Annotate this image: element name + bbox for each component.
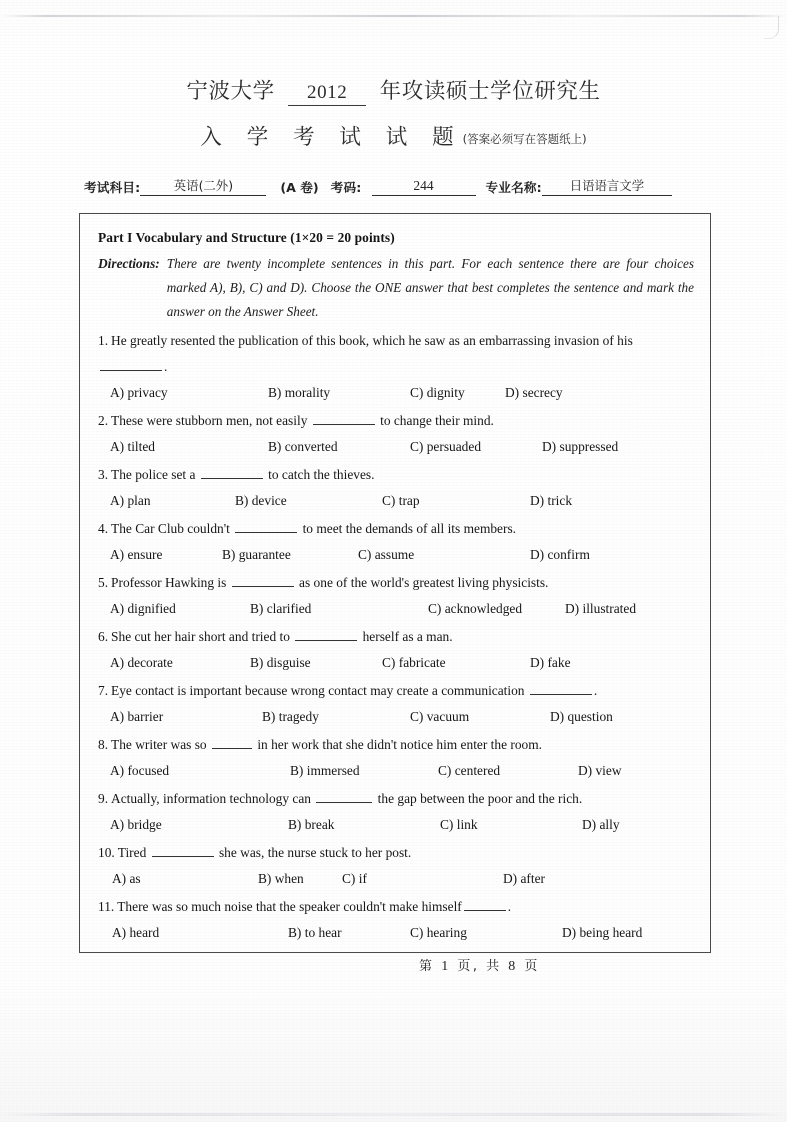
question-options [96,758,694,784]
answer-blank [152,844,214,857]
question-block [96,570,694,622]
question-options [96,434,694,460]
option-choice[interactable]: A) focused [110,763,170,778]
option-choice[interactable]: B) break [288,817,335,832]
subject-value: 英语(二外) [140,176,266,196]
answer-blank [232,574,294,587]
question-number: 1. [98,333,109,348]
major-value: 日语语言文学 [542,176,672,196]
answer-blank [464,898,506,911]
code-label: 考码: [330,180,362,195]
option-choice[interactable]: D) trick [530,493,573,508]
option-choice[interactable]: B) guarantee [222,547,291,562]
exam-title-line [0,120,787,151]
question-stem: 10. Tired she was, the nurse stuck to her post. [98,845,412,860]
option-choice[interactable]: B) when [258,871,304,886]
page-number-indicator [419,955,540,975]
question-number: 6. [98,629,109,644]
answer-blank [295,628,357,641]
page-footer [0,955,787,975]
question-stem: 4. The Car Club couldn't to meet the demands of all its members. [98,521,517,536]
question-block [96,408,694,460]
page-title: 入 学 考 试 试 题 [200,125,463,150]
option-choice[interactable]: D) ally [582,817,620,832]
question-options [96,488,694,514]
question-options [96,380,694,406]
question-number: 2. [98,413,109,428]
option-choice[interactable]: A) ensure [110,547,163,562]
option-choice[interactable]: D) question [550,709,613,724]
option-choice[interactable]: D) view [578,763,622,778]
option-choice[interactable]: C) hearing [410,925,467,940]
option-choice[interactable]: B) tragedy [262,709,319,724]
option-choice[interactable]: A) plan [110,493,151,508]
question-options [96,920,694,946]
option-choice[interactable]: A) decorate [110,655,173,670]
option-choice[interactable]: B) disguise [250,655,311,670]
option-choice[interactable]: A) bridge [110,817,162,832]
exam-year-value: 2012 [288,82,366,106]
question-block [96,786,694,838]
question-block [96,840,694,892]
question-options [96,812,694,838]
option-choice[interactable]: A) barrier [110,709,164,724]
option-choice[interactable]: D) suppressed [542,439,619,454]
option-choice[interactable]: D) being heard [562,925,643,940]
question-stem: 5. Professor Hawking is as one of the world's greatest living physicists. [98,575,549,590]
question-number: 5. [98,575,109,590]
option-choice[interactable]: D) after [503,871,546,886]
option-choice[interactable]: C) fabricate [382,655,446,670]
option-choice[interactable]: A) tilted [110,439,155,454]
option-choice[interactable]: A) privacy [110,385,168,400]
document-header [0,0,787,151]
paper-edge-bottom [0,1113,787,1116]
question-stem: 3. The police set a to catch the thieves. [98,467,375,482]
option-choice[interactable]: B) immersed [290,763,360,778]
option-choice[interactable]: C) centered [438,763,501,778]
question-stem: 11. There was so much noise that the speaker couldn't make himself . [98,899,512,914]
question-options [96,650,694,676]
question-block [96,732,694,784]
major-label: 专业名称: [485,180,542,195]
question-options [96,704,694,730]
option-choice[interactable]: C) if [342,871,367,886]
option-choice[interactable]: C) trap [382,493,420,508]
question-list [96,328,694,946]
answer-sheet-note: (答案必须写在答题纸上) [462,132,587,146]
question-stem: 1. He greatly resented the publication of this book, which he saw as an embarrassing invasion of his . [98,333,633,374]
question-number: 7. [98,683,109,698]
code-value: 244 [372,178,476,196]
option-choice[interactable]: B) device [235,493,287,508]
directions-block [98,252,694,324]
option-choice[interactable]: D) illustrated [565,601,637,616]
subject-label: 考试科目: [84,180,141,195]
question-stem: 6. She cut her hair short and tried to herself as a man. [98,629,453,644]
option-choice[interactable]: D) secrecy [505,385,563,400]
option-choice[interactable]: A) as [112,871,141,886]
option-choice[interactable]: C) dignity [410,385,465,400]
option-choice[interactable]: D) fake [530,655,571,670]
answer-blank [235,520,297,533]
footer-middle: 页, [457,959,480,974]
option-choice[interactable]: A) dignified [110,601,176,616]
question-block [96,678,694,730]
question-options [96,596,694,622]
answer-blank [530,682,592,695]
option-choice[interactable]: B) morality [268,385,331,400]
question-options [96,866,694,892]
footer-prefix: 第 [419,959,435,974]
question-stem: 7. Eye contact is important because wrong contact may create a communication . [98,683,598,698]
option-choice[interactable]: B) to hear [288,925,342,940]
heading-suffix: 年攻读硕士学位研究生 [379,79,601,104]
question-stem: 9. Actually, information technology can the gap between the poor and the rich. [98,791,583,806]
answer-blank [201,466,263,479]
question-block [96,462,694,514]
university-name: 宁波大学 [186,79,275,104]
footer-total-prefix: 共 [486,959,502,974]
option-choice[interactable]: C) vacuum [410,709,470,724]
question-number: 8. [98,737,109,752]
footer-total-pages: 8 [508,959,518,974]
option-choice[interactable]: C) acknowledged [428,601,523,616]
footer-current-page: 1 [441,959,451,974]
question-block [96,624,694,676]
question-number: 4. [98,521,109,536]
question-block [96,516,694,568]
answer-blank [212,736,252,749]
option-choice[interactable]: C) assume [358,547,415,562]
question-block [96,328,694,406]
option-choice[interactable]: C) link [440,817,478,832]
option-choice[interactable]: B) clarified [250,601,312,616]
question-options [96,542,694,568]
option-choice[interactable]: D) confirm [530,547,590,562]
option-choice[interactable]: A) heard [112,925,160,940]
part-title: Part I Vocabulary and Structure (1×20 = 20 points) [98,230,395,245]
question-stem: 2. These were stubborn men, not easily to change their mind. [98,413,494,428]
question-stem: 8. The writer was so in her work that she didn't notice him enter the room. [98,737,542,752]
directions-text: There are twenty incomplete sentences in this part. For each sentence there are four choices marked A), B), C) and D). Choose the ONE answer that best completes the sentence and mark the answer on the Answer Sheet. [166,256,694,319]
answer-blank [313,412,375,425]
paper-version-badge: (A 卷) [280,180,319,195]
question-block [96,894,694,946]
answer-blank [316,790,372,803]
question-number: 9. [98,791,109,806]
exam-heading-line [0,74,787,106]
question-number: 10. [98,845,115,860]
directions-label: Directions: [98,256,160,271]
footer-suffix: 页 [524,959,540,974]
option-choice[interactable]: C) persuaded [410,439,482,454]
exam-content-box [79,213,711,953]
question-number: 11. [98,899,115,914]
answer-blank [100,358,162,371]
question-number: 3. [98,467,109,482]
exam-meta-row [84,176,704,196]
option-choice[interactable]: B) converted [268,439,338,454]
